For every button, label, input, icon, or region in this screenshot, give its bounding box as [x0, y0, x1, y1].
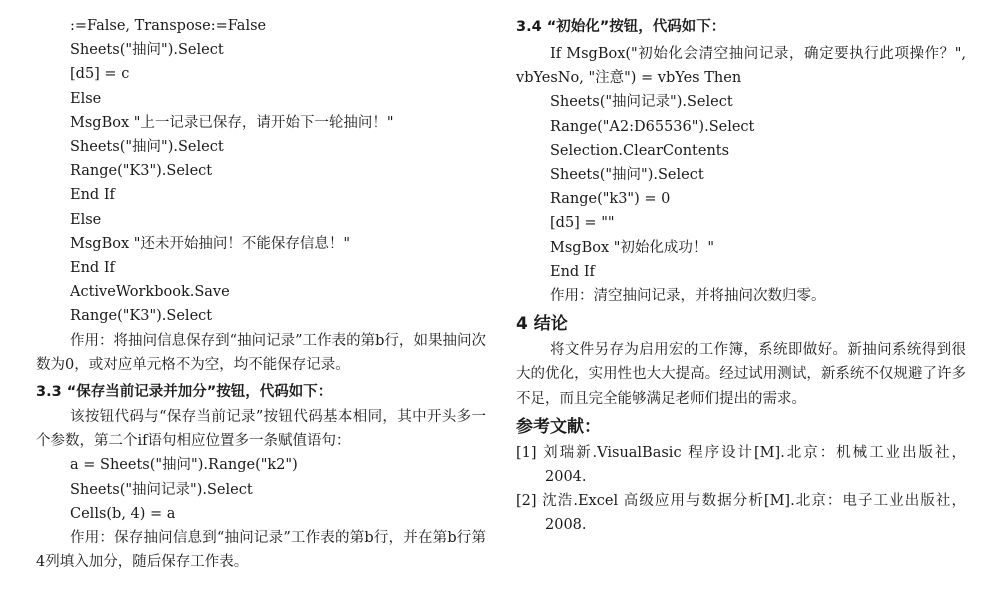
code-line: Sheets("抽问").Select: [70, 42, 224, 59]
code-line: Range("k3") = 0: [550, 191, 671, 208]
code-line: MsgBox "还未开始抽问！不能保存信息！": [70, 235, 351, 252]
code-line: MsgBox "上一记录已保存，请开始下一轮抽问！": [70, 114, 394, 131]
code-line: MsgBox "初始化成功！": [550, 239, 715, 256]
conclusion-paragraph: 将文件另存为启用宏的工作簿，系统即做好。新抽问系统得到很大的优化，实用性也大大提高。经过试用测试，新系统不仅规避了许多不足，而且完全能够满足老师们提出的需求。: [516, 342, 966, 407]
code-line: Sheets("抽问").Select: [70, 139, 224, 156]
code-line: Selection.ClearContents: [550, 142, 730, 159]
code-line: Cells(b, 4) = a: [70, 505, 176, 522]
paragraph-button-description: 该按钮代码与“保存当前记录”按钮代码基本相同，其中开头多一个参数，第二个if语句相应位置多一条赋值语句：: [36, 409, 486, 450]
paragraph-function-save-score: 作用：保存抽问信息到“抽问记录”工作表的第b行，并在第b行第4列填入加分，随后保存工作表。: [36, 530, 486, 571]
code-line: Range("K3").Select: [70, 163, 213, 180]
code-line: ActiveWorkbook.Save: [70, 284, 230, 301]
reference-list: [516, 441, 966, 538]
references-heading: 参考文献：: [516, 416, 601, 437]
code-line: Else: [70, 90, 102, 107]
code-line: a = Sheets("抽问").Range("k2"): [70, 457, 298, 474]
section-3-3-heading: 3.3 “保存当前记录并加分”按钮，代码如下：: [36, 384, 333, 401]
code-block-1: [36, 14, 486, 329]
code-line: End If: [550, 263, 595, 280]
code-line: Sheets("抽问记录").Select: [70, 481, 253, 498]
code-line: [d5] = c: [70, 66, 130, 83]
reference-item: [1] 刘瑞新.VisualBasic 程序设计[M].北京：机械工业出版社，2004.: [516, 444, 966, 486]
section-4-heading: 4 结论: [516, 314, 568, 335]
right-column: [516, 14, 966, 538]
code-line: :=False, Transpose:=False: [70, 18, 267, 34]
code-line: [d5] = "": [550, 215, 615, 232]
paragraph-function-save: 作用：将抽问信息保存到“抽问记录”工作表的第b行，如果抽问次数为0，或对应单元格不为空，均不能保存记录。: [36, 332, 486, 373]
code-line: Range("K3").Select: [70, 308, 213, 325]
msgbox-code-line: If MsgBox("初始化会清空抽问记录，确定要执行此项操作？", vbYesNo, "注意") = vbYes Then: [516, 46, 966, 87]
code-line: Sheets("抽问记录").Select: [550, 94, 733, 111]
code-block-3: [516, 90, 966, 308]
reference-item: [2] 沈浩.Excel 高级应用与数据分析[M].北京：电子工业出版社，2008.: [516, 493, 966, 534]
left-column: [36, 14, 486, 574]
code-line: Sheets("抽问").Select: [550, 167, 704, 184]
code-line: 作用：清空抽问记录，并将抽问次数归零。: [550, 288, 826, 305]
section-3-4-heading: 3.4 “初始化”按钮，代码如下：: [516, 19, 726, 35]
code-line: End If: [70, 187, 115, 204]
code-line: End If: [70, 260, 115, 277]
code-line: Range("A2:D65536").Select: [550, 118, 755, 135]
code-line: Else: [70, 211, 102, 228]
code-block-2: [36, 453, 486, 526]
